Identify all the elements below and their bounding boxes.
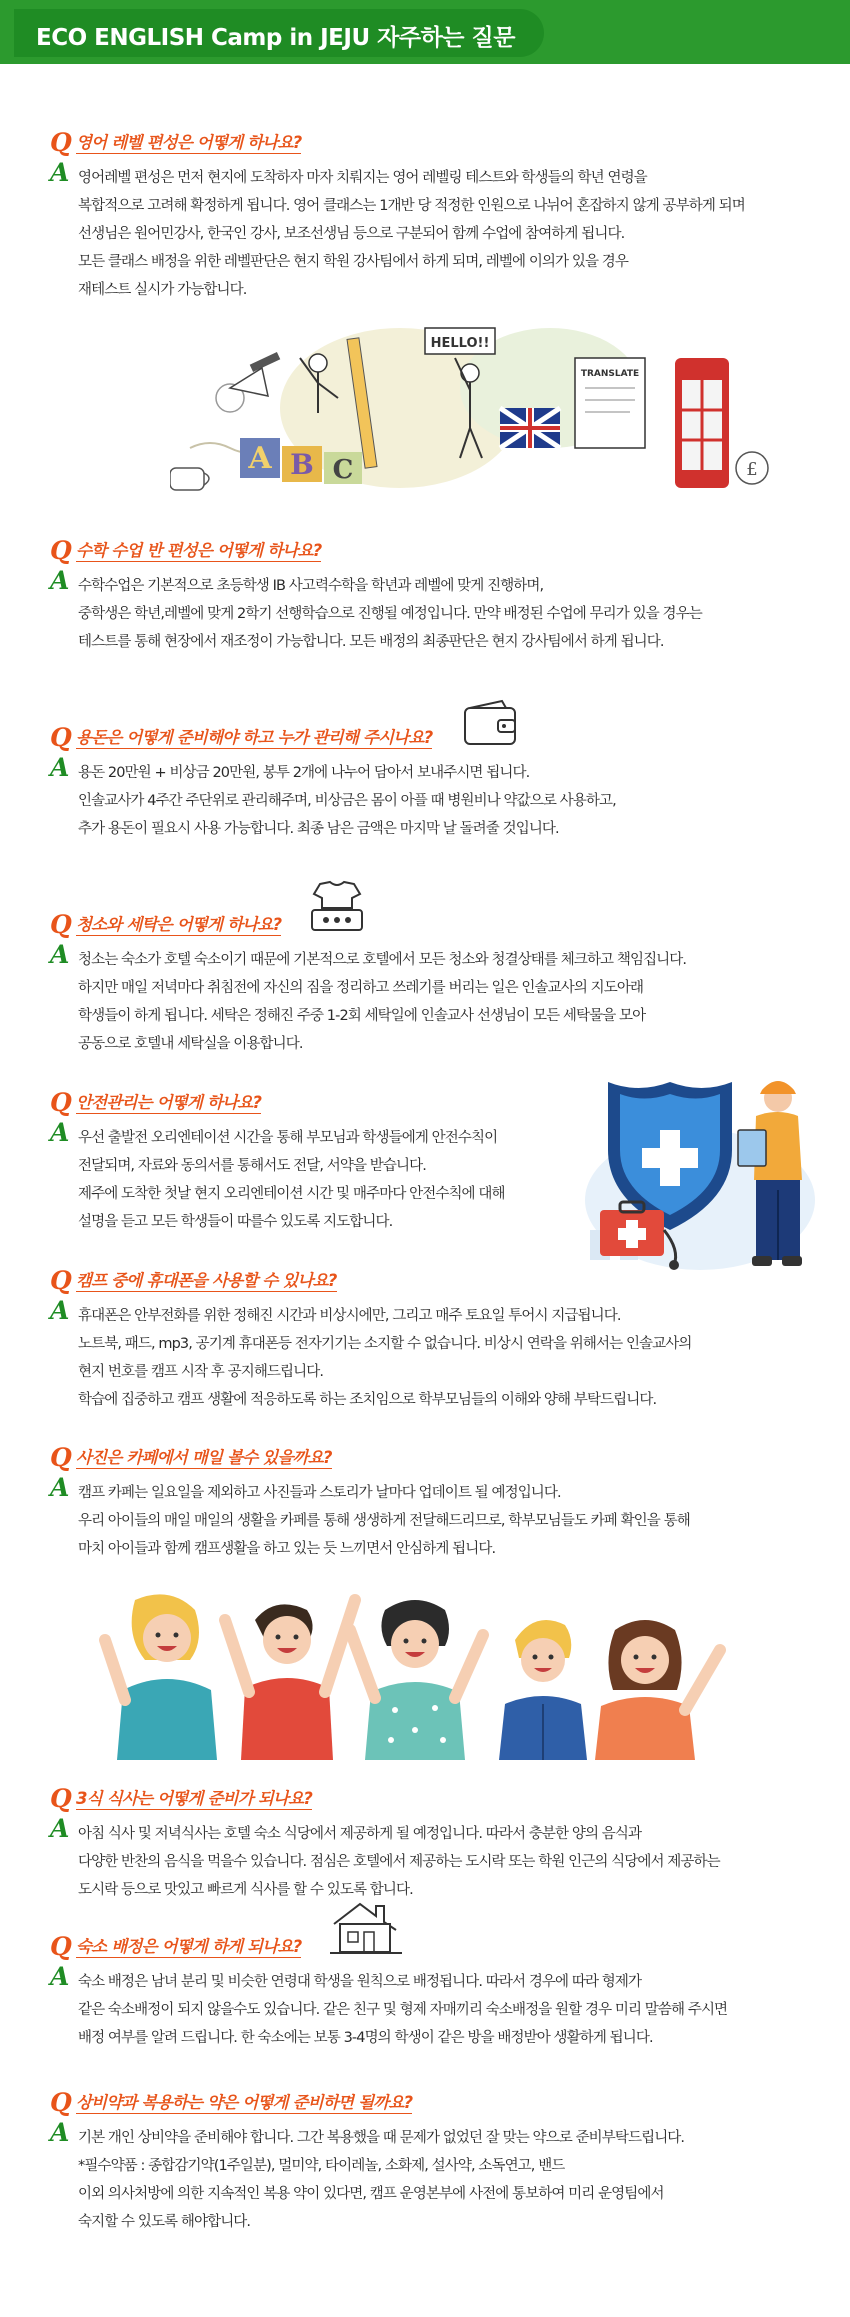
question-text: 3식 식사는 어떻게 준비가 되나요?	[76, 1789, 313, 1808]
question-mark: Q	[50, 1266, 72, 1295]
answer-line: 아침 식사 및 저녁식사는 호텔 숙소 식당에서 제공하게 될 예정입니다. 따라서 충분한 양의 음식과	[78, 1826, 642, 1842]
faq-question	[50, 536, 830, 572]
faq-answer	[50, 566, 830, 656]
english-learning-illustration	[170, 318, 770, 508]
answer-mark: A	[50, 1814, 70, 1843]
question-mark: Q	[50, 1443, 72, 1472]
faq-question	[50, 910, 830, 946]
person-icon	[595, 1620, 720, 1760]
faq-question	[50, 2088, 830, 2124]
answer-line: 다양한 반찬의 음식을 먹을수 있습니다. 점심은 호텔에서 제공하는 도시락 또는 학원 인근의 식당에서 제공하는	[78, 1854, 720, 1870]
wallet-icon	[462, 698, 520, 750]
faq-item-level	[50, 128, 830, 304]
page-title: ECO ENGLISH Camp in JEJU 자주하는 질문	[36, 25, 515, 51]
faq-question	[50, 1784, 830, 1820]
clipboard-icon	[738, 1130, 766, 1166]
person-icon	[461, 364, 479, 382]
answer-line: 기본 개인 상비약을 준비해야 합니다. 그간 복용했을 때 문제가 없었던 잘 맞는 약으로 준비부탁드립니다.	[78, 2130, 685, 2146]
faq-question	[50, 1932, 830, 1968]
faq-item-cleaning	[50, 910, 830, 1058]
happy-people-illustration	[95, 1580, 745, 1760]
question-text: 수학 수업 반 편성은 어떻게 하나요?	[76, 541, 322, 560]
house-icon	[330, 1898, 402, 1956]
answer-line: 추가 용돈이 필요시 사용 가능합니다. 최종 남은 금액은 마지막 날 돌려줄 것입니다.	[78, 821, 559, 837]
answer-line: 재테스트 실시가 가능합니다.	[78, 282, 247, 298]
answer-line: 수학수업은 기본적으로 초등학생 IB 사고력수학을 학년과 레벨에 맞게 진행하며,	[78, 578, 544, 594]
laundry-icon	[308, 880, 366, 936]
letter-block-c-label: C	[332, 455, 354, 485]
answer-line: 공동으로 호텔내 세탁실을 이용합니다.	[78, 1036, 303, 1052]
question-mark: Q	[50, 910, 72, 939]
answer-mark: A	[50, 1118, 70, 1147]
answer-line: 노트북, 패드, mp3, 공기계 휴대폰등 전자기기는 소지할 수 없습니다. 비상시 연락을 위해서는 인솔교사의	[78, 1336, 692, 1352]
answer-line: 우선 출발전 오리엔테이션 시간을 통해 부모님과 학생들에게 안전수칙이	[78, 1130, 498, 1146]
question-text: 사진은 카페에서 매일 볼수 있을까요?	[76, 1448, 332, 1467]
megaphone-icon	[230, 368, 268, 396]
answer-line: 제주에 도착한 첫날 현지 오리엔테이션 시간 및 매주마다 안전수칙에 대해	[78, 1186, 505, 1202]
pound-symbol: £	[746, 459, 758, 480]
answer-line: 모든 클래스 배정을 위한 레벨판단은 현지 학원 강사팀에서 하게 되며, 레벨에 이의가 있을 경우	[78, 254, 628, 270]
answer-line: 설명을 듣고 모든 학생들이 따를수 있도록 지도합니다.	[78, 1214, 393, 1230]
faq-answer	[50, 1296, 830, 1414]
question-text: 숙소 배정은 어떻게 하게 되나요?	[76, 1937, 302, 1956]
answer-line: 숙소 배정은 남녀 분리 및 비슷한 연령대 학생을 원칙으로 배정됩니다. 따라서 경우에 따라 형제가	[78, 1974, 642, 1990]
letter-block-b-label: B	[290, 448, 314, 481]
safety-illustration	[580, 1060, 820, 1280]
answer-line: 용돈 20만원 + 비상금 20만원, 봉투 2개에 나누어 담아서 보내주시면 됩니다.	[78, 765, 530, 781]
answer-mark: A	[50, 940, 70, 969]
answer-line: 전달되며, 자료와 동의서를 통해서도 전달, 서약을 받습니다.	[78, 1158, 426, 1174]
question-mark: Q	[50, 1932, 72, 1961]
faq-item-photos	[50, 1443, 830, 1563]
faq-item-medicine	[50, 2088, 830, 2236]
answer-line: 하지만 매일 저녁마다 취침전에 자신의 짐을 정리하고 쓰레기를 버리는 일은 인솔교사의 지도아래	[78, 980, 644, 996]
question-mark: Q	[50, 536, 72, 565]
answer-mark: A	[50, 1296, 70, 1325]
answer-line: 인솔교사가 4주간 주단위로 관리해주며, 비상금은 몸이 아플 때 병원비나 약값으로 사용하고,	[78, 793, 616, 809]
question-text: 안전관리는 어떻게 하나요?	[76, 1093, 262, 1112]
person-icon	[350, 1600, 483, 1760]
answer-line: 휴대폰은 안부전화를 위한 정해진 시간과 비상시에만, 그리고 매주 토요일 투어시 지급됩니다.	[78, 1308, 621, 1324]
question-mark: Q	[50, 2088, 72, 2117]
answer-line: 캠프 카페는 일요일을 제외하고 사진들과 스토리가 날마다 업데이트 될 예정입니다.	[78, 1485, 561, 1501]
answer-line: 현지 번호를 캠프 시작 후 공지해드립니다.	[78, 1364, 324, 1380]
coffee-cup-icon	[170, 468, 204, 490]
faq-answer	[50, 753, 830, 843]
question-text: 청소와 세탁은 어떻게 하나요?	[76, 915, 282, 934]
person-icon	[309, 354, 327, 372]
faq-answer	[50, 1962, 830, 2052]
faq-item-rooms	[50, 1932, 830, 2052]
answer-line: 영어레벨 편성은 먼저 현지에 도착하자 마자 치뤄지는 영어 레벨링 테스트와 학생들의 학년 연령을	[78, 170, 647, 186]
faq-answer	[50, 158, 830, 304]
faq-item-phone	[50, 1266, 830, 1414]
question-mark: Q	[50, 128, 72, 157]
answer-line: 복합적으로 고려해 확정하게 됩니다. 영어 클래스는 1개반 당 적정한 인원으로 나뉘어 혼잡하지 않게 공부하게 되며	[78, 198, 745, 214]
faq-question	[50, 723, 830, 759]
answer-line: 같은 숙소배정이 되지 않을수도 있습니다. 같은 친구 및 형제 자매끼리 숙소배정을 원할 경우 미리 말씀해 주시면	[78, 2002, 728, 2018]
faq-answer	[50, 2118, 830, 2236]
question-text: 용돈은 어떻게 준비해야 하고 누가 관리해 주시나요?	[76, 728, 433, 747]
answer-line: 청소는 숙소가 호텔 숙소이기 때문에 기본적으로 호텔에서 모든 청소와 청결상태를 체크하고 책임집니다.	[78, 952, 687, 968]
faq-question	[50, 1443, 830, 1479]
question-text: 캠프 중에 휴대폰을 사용할 수 있나요?	[76, 1271, 337, 1290]
answer-line: 숙지할 수 있도록 해야합니다.	[78, 2214, 251, 2230]
question-text: 영어 레벨 편성은 어떻게 하나요?	[76, 133, 302, 152]
answer-line: *필수약품 : 종합감기약(1주일분), 멀미약, 타이레놀, 소화제, 설사약, 소독연고, 밴드	[78, 2158, 565, 2174]
faq-answer	[50, 1814, 830, 1904]
answer-mark: A	[50, 1962, 70, 1991]
question-mark: Q	[50, 723, 72, 752]
faq-answer	[50, 940, 830, 1058]
faq-question	[50, 128, 830, 164]
answer-line: 배정 여부를 알려 드립니다. 한 숙소에는 보통 3-4명의 학생이 같은 방을 배정받아 생활하게 됩니다.	[78, 2030, 653, 2046]
letter-block-a-label: A	[248, 441, 272, 476]
faq-answer	[50, 1473, 830, 1563]
answer-line: 테스트를 통해 현장에서 재조정이 가능합니다. 모든 배정의 최종판단은 현지 강사팀에서 하게 됩니다.	[78, 634, 664, 650]
answer-line: 선생님은 원어민강사, 한국인 강사, 보조선생님 등으로 구분되어 함께 수업에 참여하게 됩니다.	[78, 226, 625, 242]
answer-line: 중학생은 학년,레벨에 맞게 2학기 선행학습으로 진행될 예정입니다. 만약 배정된 수업에 무리가 있을 경우는	[78, 606, 702, 622]
answer-mark: A	[50, 566, 70, 595]
person-icon	[499, 1620, 587, 1760]
answer-line: 마치 아이들과 함께 캠프생활을 하고 있는 듯 느끼면서 안심하게 됩니다.	[78, 1541, 496, 1557]
answer-line: 학습에 집중하고 캠프 생활에 적응하도록 하는 조치임으로 학부모님들의 이해와 양해 부탁드립니다.	[78, 1392, 657, 1408]
answer-line: 도시락 등으로 맛있고 빠르게 식사를 할 수 있도록 합니다.	[78, 1882, 413, 1898]
question-mark: Q	[50, 1784, 72, 1813]
answer-mark: A	[50, 1473, 70, 1502]
answer-mark: A	[50, 2118, 70, 2147]
faq-question	[50, 1266, 830, 1302]
answer-mark: A	[50, 753, 70, 782]
header-banner	[0, 0, 850, 64]
answer-line: 학생들이 하게 됩니다. 세탁은 정해진 주중 1-2회 세탁일에 인솔교사 선생님이 모든 세탁물을 모아	[78, 1008, 646, 1024]
faq-item-allowance	[50, 723, 830, 843]
megaphone-icon	[250, 352, 281, 372]
person-icon	[105, 1594, 217, 1760]
person-icon	[225, 1600, 355, 1760]
question-text: 상비약과 복용하는 약은 어떻게 준비하면 될까요?	[76, 2093, 413, 2112]
hello-sign-text: HELLO!!	[430, 336, 490, 351]
faq-item-math	[50, 536, 830, 656]
question-mark: Q	[50, 1088, 72, 1117]
translate-sign-text: TRANSLATE	[580, 369, 640, 379]
answer-line: 이외 의사처방에 의한 지속적인 복용 약이 있다면, 캠프 운영본부에 사전에 통보하여 미리 운영팀에서	[78, 2186, 664, 2202]
faq-item-meals	[50, 1784, 830, 1904]
answer-line: 우리 아이들의 매일 매일의 생활을 카페를 통해 생생하게 전달해드리므로, 학부모님들도 카페 확인을 통해	[78, 1513, 690, 1529]
answer-mark: A	[50, 158, 70, 187]
